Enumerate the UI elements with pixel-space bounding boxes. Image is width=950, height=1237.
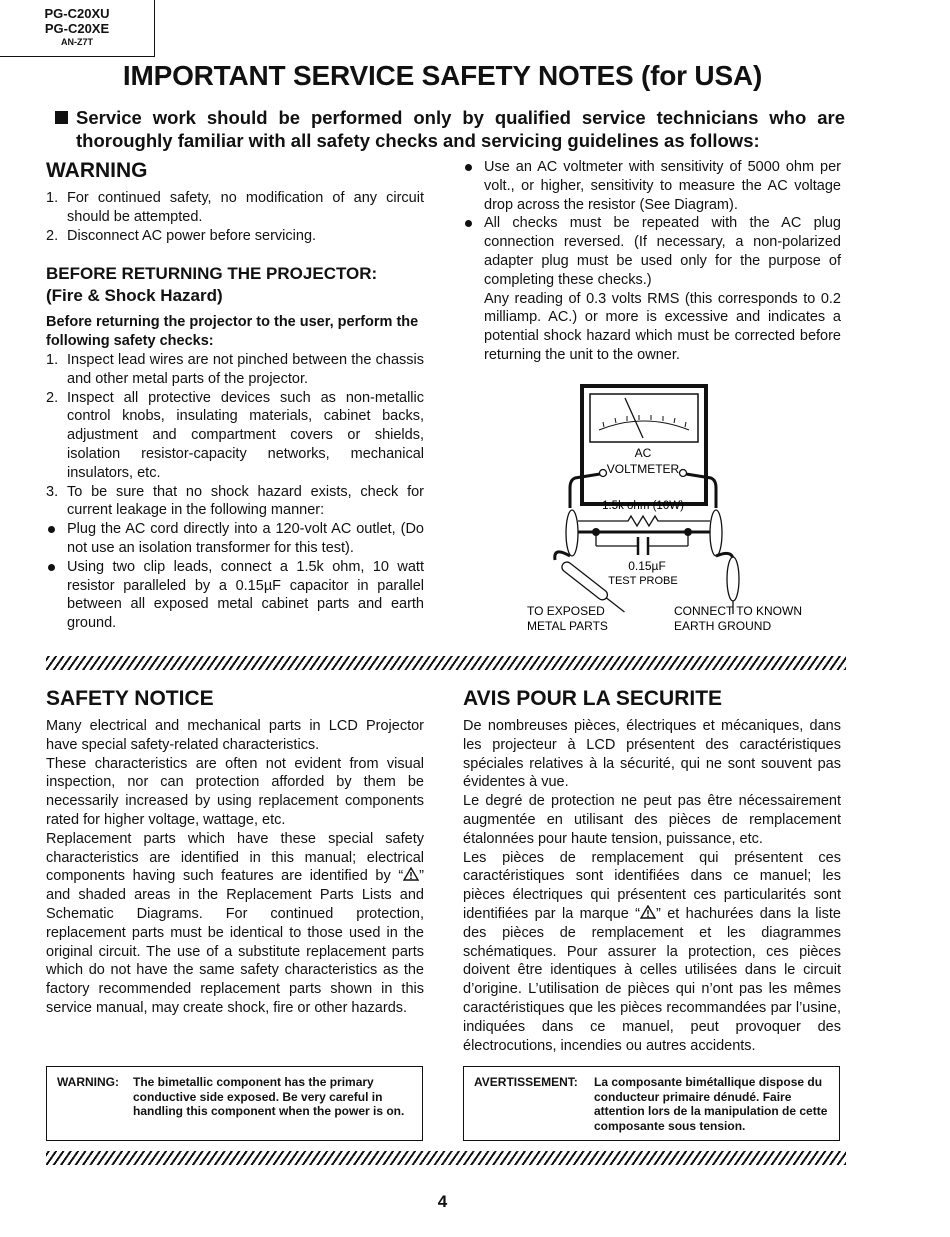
warning-box-text: La composante bimétallique dispose du conducteur primaire dénudé. Faire attention lors de la manipulation de cette composante sous tension. bbox=[594, 1075, 828, 1133]
avis-heading: AVIS POUR LA SECURITE bbox=[463, 687, 723, 710]
list-marker: 2. bbox=[46, 389, 59, 406]
list-item bbox=[46, 389, 424, 483]
safety-paragraph: These characteristics are often not evident from visual inspection, nor can protection afforded by them be necessarily increased by using replacement components rated for higher voltage, wattage, etc. bbox=[46, 755, 424, 828]
clip-left bbox=[566, 510, 578, 556]
bullet-text: Using two clip leads, connect a 1.5k ohm, 10 watt resistor paralleled by a 0.15µF capacitor in parallel between all exposed metal cabinet parts and earth ground. bbox=[67, 558, 424, 632]
list-marker: 3. bbox=[46, 483, 59, 500]
model-name-1: PG-C20XU bbox=[44, 6, 110, 21]
bullet-dot-icon bbox=[48, 526, 55, 533]
warning-box-label: WARNING: bbox=[57, 1075, 119, 1089]
intro-statement bbox=[55, 106, 845, 152]
list-marker: 1. bbox=[46, 190, 59, 206]
meter-terminal-left bbox=[600, 470, 607, 477]
resistor-symbol bbox=[578, 516, 710, 526]
before-returning-lead: Before returning the projector to the user, perform the following safety checks: bbox=[46, 314, 419, 350]
safety-text-part: Replacement parts which have these special safety characteristics are identified in this manual; electrical components having such features are identified by “ bbox=[46, 830, 424, 885]
avis-text-part: ” et hachurées dans la liste des pièces de remplacement et les diagrammes schématiques. Pour assurer la protection, ces pièces doivent être identiques à celles utilisées dans le circuit d’origine. L’utilisation de pièces qui n’ont pas les mêmes caractéristiques que les pièces recommandées par l’usine, indiquées dans ce manuel, peut provoquer des électrocutions, incendies ou autres accidents. bbox=[463, 905, 841, 1054]
list-item-text: To be sure that no shock hazard exists, check for current leakage in the following manner: bbox=[67, 483, 424, 519]
avis-paragraph bbox=[463, 849, 841, 1056]
probe-lead bbox=[555, 552, 570, 560]
clip-right bbox=[710, 510, 722, 556]
capacitor-label: 0.15µF bbox=[628, 559, 666, 573]
bullet-dot-icon bbox=[48, 564, 55, 571]
label-exposed-2: METAL PARTS bbox=[527, 619, 608, 633]
warning-triangle-icon bbox=[640, 905, 656, 919]
list-item-text: Disconnect AC power before servicing. bbox=[67, 227, 317, 244]
list-item bbox=[46, 351, 424, 389]
list-item-text: For continued safety, no modification of any circuit should be attempted. bbox=[67, 190, 424, 225]
square-bullet-icon bbox=[55, 111, 68, 124]
meter-label-voltmeter: VOLTMETER bbox=[606, 462, 680, 476]
label-earth-2: EARTH GROUND bbox=[674, 619, 772, 633]
avis-section bbox=[463, 686, 841, 1055]
bullet-item bbox=[463, 214, 841, 289]
reading-note: Any reading of 0.3 volts RMS (this corresponds to 0.2 milliamp. AC.) or more is excessive and indicates a potential shock hazard which must be corrected before returning the unit to the owner. bbox=[484, 290, 841, 363]
page-title: IMPORTANT SERVICE SAFETY NOTES (for USA) bbox=[122, 60, 763, 91]
intro-text: Service work should be performed only by qualified service technicians who are thoroughly familiar with all safety checks and servicing guidelines as follows: bbox=[76, 107, 845, 151]
list-item-text: Inspect lead wires are not pinched between the chassis and other metal parts of the projector. bbox=[67, 351, 424, 387]
bullet-text: All checks must be repeated with the AC plug connection reversed. (If necessary, a non-polarized adapter plug must be used only for the purpose of completing these checks.) bbox=[484, 215, 841, 288]
warning-box-fr bbox=[463, 1066, 840, 1141]
resistor-label: 1.5k ohm (10W) bbox=[602, 500, 684, 512]
left-column bbox=[46, 158, 424, 633]
list-marker: 2. bbox=[46, 227, 59, 244]
warning-heading: WARNING bbox=[46, 159, 148, 182]
bullet-dot-icon bbox=[465, 164, 472, 171]
avis-paragraph: De nombreuses pièces, électriques et mécaniques, dans les projecteur à LCD présentent des caractéristiques spéciales relatives à la sécurité, qui ne sont souvent pas évidentes à vue. bbox=[463, 718, 841, 791]
warning-triangle-icon bbox=[403, 867, 419, 881]
model-box bbox=[0, 0, 155, 57]
warning-box-en bbox=[46, 1066, 423, 1141]
model-name-2: PG-C20XE bbox=[44, 21, 110, 36]
safety-paragraph: Many electrical and mechanical parts in LCD Projector have special safety-related characteristics. bbox=[46, 718, 424, 753]
bullet-text: Plug the AC cord directly into a 120-volt AC outlet, (Do not use an isolation transformer for this test). bbox=[67, 521, 424, 556]
list-item bbox=[46, 227, 424, 246]
safety-notice-heading: SAFETY NOTICE bbox=[46, 687, 214, 710]
safety-notice-section bbox=[46, 686, 424, 1018]
bullet-item bbox=[46, 520, 424, 558]
list-item bbox=[46, 189, 424, 227]
list-marker: 1. bbox=[46, 351, 59, 368]
meter-terminal-right bbox=[680, 470, 687, 477]
leakage-test-diagram bbox=[515, 378, 815, 640]
right-column bbox=[463, 158, 841, 365]
list-item-text: Inspect all protective devices such as non-metallic control knobs, insulating materials, cabinet backs, adjustment and compartment covers or shields, isolation resistor-capacity networks, mechanical insulators, etc. bbox=[67, 389, 424, 481]
label-earth-1: CONNECT TO KNOWN bbox=[674, 604, 803, 618]
page-number: 4 bbox=[437, 1192, 448, 1211]
bullet-text: Use an AC voltmeter with sensitivity of 5000 ohm per volt., or higher, sensitivity to measure the AC voltage drop across the resistor (See Diagram). bbox=[484, 159, 841, 213]
avis-text-part: Les pièces de remplacement qui présentent ces caractéristiques sont identifiées dans ce manuel; les pièces électriques qui présentent ces particularités sont identifiées par la marque “ bbox=[463, 849, 841, 922]
hazard-subheading: (Fire & Shock Hazard) bbox=[46, 286, 223, 306]
avis-paragraph: Le degré de protection ne peut pas être nécessairement augmentée en utilisant des pièces de remplacement étalonnées pour haute tension, puissance, etc. bbox=[463, 793, 841, 847]
hatch-divider-bottom bbox=[46, 1151, 846, 1165]
meter-dial bbox=[590, 394, 698, 442]
list-item bbox=[46, 483, 424, 521]
bullet-item bbox=[463, 158, 841, 214]
bullet-dot-icon bbox=[465, 220, 472, 227]
safety-text-part: ” and shaded areas in the Replacement Parts Lists and Schematic Diagrams. For continued protection, replacement parts must be identical to those used in the original circuit. The use of a substitute replacement parts which do not have the same safety characteristics as the factory recommended replacement parts shown in this service manual, may create shock, fire or other hazards. bbox=[46, 868, 424, 1016]
meter-label-ac: AC bbox=[634, 446, 652, 460]
earth-clip bbox=[727, 557, 739, 601]
submodel-name: AN-Z7T bbox=[61, 37, 93, 47]
warning-box-label: AVERTISSEMENT: bbox=[474, 1075, 578, 1089]
bullet-item bbox=[46, 558, 424, 633]
safety-paragraph bbox=[46, 830, 424, 1018]
probe-label: TEST PROBE bbox=[608, 575, 678, 587]
hatch-divider-top bbox=[46, 656, 846, 670]
before-returning-heading: BEFORE RETURNING THE PROJECTOR: bbox=[46, 264, 378, 284]
label-exposed-1: TO EXPOSED bbox=[527, 604, 605, 618]
warning-box-text: The bimetallic component has the primary conductive side exposed. Be very careful in handling this component when the power is on. bbox=[133, 1075, 405, 1118]
